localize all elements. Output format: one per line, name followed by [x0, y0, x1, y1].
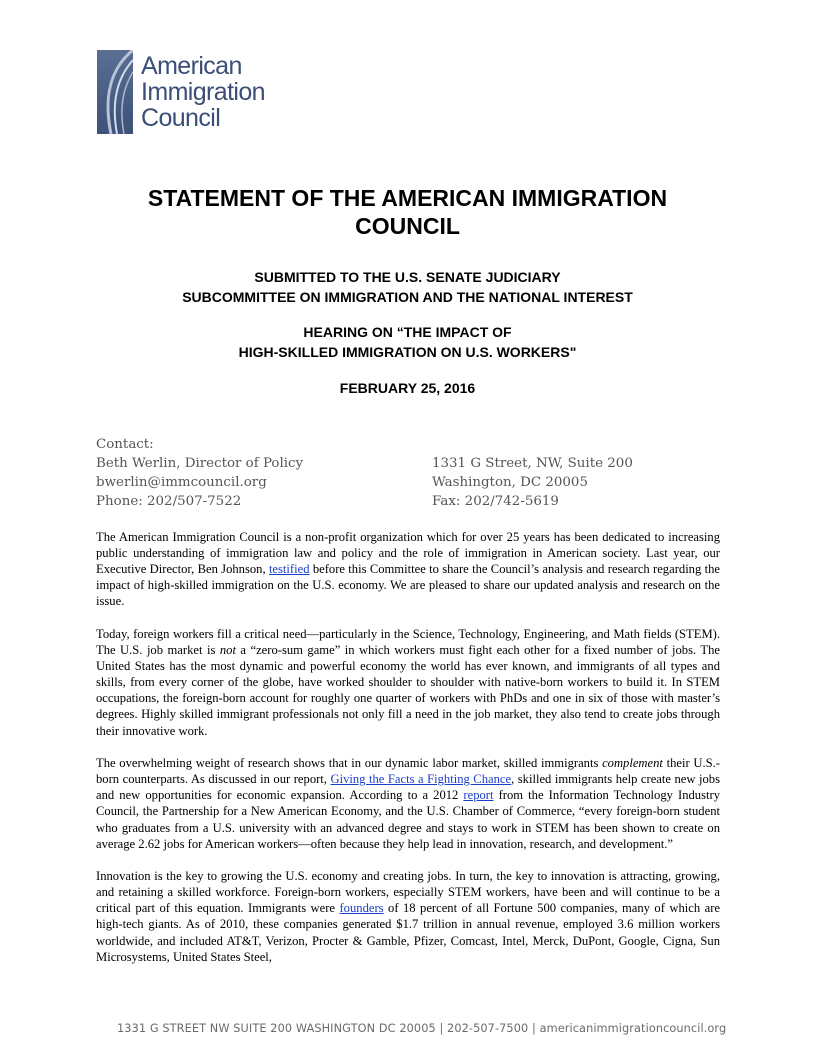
paragraph-3: The overwhelming weight of research shows that in our dynamic labor market, skilled immigrants complement their U.S.-born counterparts. As discussed in our report, Giving the Facts a Fighting Chance, skilled immigrants help create new jobs and new opportunities for economic expansion. According to a 2012 report from the Information Technology Industry Council, the Partnership for a New American Economy, and the U.S. Chamber of Commerce, “every foreign-born student who graduates from a U.S. university with an advanced degree and stays to work in STEM has been shown to create on average 2.62 jobs for American workers—often because they help lead in innovation, research, and development.” — [96, 756, 720, 851]
contact-email: bwerlin@immcouncil.org — [96, 475, 267, 490]
statement-body — [96, 529, 720, 981]
address-block — [432, 454, 633, 511]
page-footer: 1331 G STREET NW SUITE 200 WASHINGTON DC 20005 | 202-507-7500 | americanimmigrationcouncil.org — [117, 1022, 727, 1035]
emphasis-complement: complement — [602, 756, 663, 771]
address-line-1: 1331 G Street, NW, Suite 200 — [432, 456, 633, 471]
report-link[interactable]: report — [463, 788, 494, 803]
contact-block — [96, 435, 303, 511]
logo-line-2: Immigration — [141, 78, 265, 106]
paragraph-4: Innovation is the key to growing the U.S. economy and creating jobs. In turn, the key to innovation is attracting, growing, and retaining a skilled workforce. Foreign-born workers, especially STEM workers, have been and will continue to be a critical part of this equation. Immigrants were founders of 18 percent of all Fortune 500 companies, many of which are high-tech giants. As of 2010, these companies generated $1.7 trillion in annual revenue, employed 3.6 million workers worldwide, and included AT&T, Verizon, Procter & Gamble, Pfizer, Comcast, Intel, Merck, DuPont, Google, Cigna, Sun Microsystems, United States Steel, — [96, 869, 720, 964]
paragraph-2: Today, foreign workers fill a critical need—particularly in the Science, Technology, Engineering, and Math fields (STEM). The U.S. job market is not a “zero-sum game” in which workers must fight each other for a fixed number of jobs. The United States has the most dynamic and powerful economy the world has ever known, and immigrants of all types and skills, from every corner of the globe, have worked shoulder to shoulder with native-born workers to build it. In STEM occupations, the foreign-born account for roughly one quarter of workers with PhDs and one in six of those with master’s degrees. Highly skilled immigrant professionals not only fill a need in the job market, they also tend to create jobs through their innovative work. — [96, 626, 720, 738]
title-line-2: COUNCIL — [355, 213, 460, 239]
logo-emblem-icon — [97, 50, 133, 134]
contact-heading: Contact: — [96, 437, 154, 452]
testified-link[interactable]: testified — [268, 562, 310, 577]
contact-name: Beth Werlin, Director of Policy — [96, 456, 304, 471]
paragraph-1: The American Immigration Council is a non-profit organization which for over 25 years has been dedicated to increasing public understanding of immigration law and policy and the role of immigration in American society. Last year, our Executive Director, Ben Johnson, testified before this Committee to share the Council’s analysis and research regarding the impact of high-skilled immigration on the U.S. economy. We are pleased to share our updated analysis and research on the issue. — [96, 530, 720, 609]
founders-link[interactable]: founders — [339, 901, 384, 916]
logo-line-1: American — [141, 52, 242, 80]
hearing-line-1: HEARING ON “THE IMPACT OF — [303, 324, 512, 340]
emphasis-not: not — [219, 643, 236, 658]
submitted-line-1: SUBMITTED TO THE U.S. SENATE JUDICIARY — [254, 269, 561, 285]
contact-phone: Phone: 202/507-7522 — [96, 494, 242, 509]
submitted-to-heading — [0, 267, 815, 307]
contact-fax: Fax: 202/742-5619 — [432, 494, 559, 509]
document-title — [0, 184, 815, 240]
hearing-line-2: HIGH-SKILLED IMMIGRATION ON U.S. WORKERS" — [238, 344, 577, 360]
hearing-heading — [0, 322, 815, 362]
address-line-2: Washington, DC 20005 — [432, 475, 588, 490]
organization-logo — [97, 50, 265, 134]
logo-wordmark — [141, 53, 265, 131]
title-line-1: STATEMENT OF THE AMERICAN IMMIGRATION — [147, 185, 668, 211]
logo-line-3: Council — [141, 104, 221, 132]
facts-report-link[interactable]: Giving the Facts a Fighting Chance — [330, 772, 512, 787]
document-date: FEBRUARY 25, 2016 — [339, 380, 476, 396]
submitted-line-2: SUBCOMMITTEE ON IMMIGRATION AND THE NATIONAL INTEREST — [182, 289, 633, 305]
